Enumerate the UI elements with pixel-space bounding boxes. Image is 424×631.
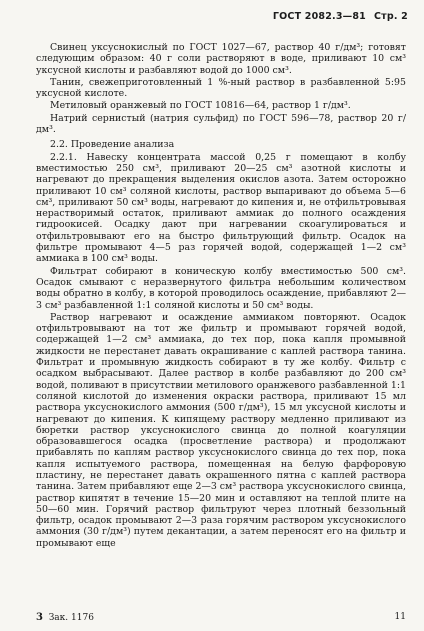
paragraph-reagent-tannin: Танин, свежеприготовленный 1 %-ный раствор в разбавленной 5:95 уксусной кислоте. xyxy=(36,76,406,100)
page-number: 11 xyxy=(394,612,406,622)
section-heading: 2.2. Проведение анализа xyxy=(50,139,175,151)
page-footer xyxy=(36,612,406,623)
paragraph-precipitation: Раствор нагревают и осаждение аммиаком повторяют. Осадок отфильтровывают на тот же фильтр и промывают горячей водой, содержащей 1—2 см³ аммиака, до тех пор, пока капля промывной жидкости не перестанет давать окрашивание с каплей раствора танина. Фильтрат и промывную жидкость собирают в ту же колбу. Фильтр с осадком выбрасывают. Далее раствор в колбе разбавляют до 200 см³ водой, поливают в присутствии метилового оранжевого разбавленной 1:1 соляной кислотой до изменения окраски раствора, приливают 15 мл раствора уксуснокислого аммония (500 г/дм³), 15 мл уксусной кислоты и нагревают до кипения. К кипящему раствору медленно приливают из бюретки раствор уксуснокислого свинца до полной коагуляции образовавшегося осадка (просветление раствора) и продолжают прибавлять по каплям раствор уксуснокислого свинца до тех пор, пока капля испытуемого раствора, помещенная на белую фарфоровую пластину, не перестанет давать окрашенного пятна с каплей раствора танина. Затем прибавляют еще 2—3 см³ раствора уксуснокислого свинца, раствор кипятят в течение 15—20 мин и оставляют на теплой плите на 50—60 мин. Горячий раствор фильтруют через плотный беззольный фильтр, осадок промывают 2—3 раза горячим раствором уксуснокислого аммония (30 г/дм³) путем декантации, а затем переносят его на фильтр и промывают еще xyxy=(36,311,406,549)
document-body xyxy=(36,42,406,550)
gost-code: ГОСТ 2082.3—81 xyxy=(272,11,366,22)
paragraph-reagent-methyl-orange: Метиловый оранжевый по ГОСТ 10816—64, раствор 1 г/дм³. xyxy=(50,100,351,112)
footer-order-note: Зак. 1176 xyxy=(48,613,94,623)
paragraph-step-2-2-1: 2.2.1. Навеску концентрата массой 0,25 г помещают в колбу вместимостью 250 см³, приливают 20—25 см³ азотной кислоты и нагревают до прекращения выделения окислов азота. Затем осторожно приливают 10 см³ соляной кислоты, раствор выпаривают до объема 5—6 см³, приливают 50 см³ воды, нагревают до кипения и, не отфильтровывая нерастворимый остаток, приливают аммиак до полного осаждения гидроокисей. Осадку дают при нагревании скоагулироваться и отфильтровывают его на быстро фильтрующий фильтр. Осадок на фильтре промывают 4—5 раз горячей водой, содержащей 1—2 см³ аммиака в 100 см³ воды. xyxy=(36,151,406,265)
paragraph-reagent-lead-acetate: Свинец уксуснокислый по ГОСТ 1027—67, раствор 40 г/дм³; готовят следующим образом: 40 г соли растворяют в воде, приливают 10 см³ уксусной кислоты и разбавляют водой до 1000 см³. xyxy=(36,42,406,76)
page-header xyxy=(273,11,408,22)
paragraph-filtrate: Фильтрат собирают в коническую колбу вместимостью 500 см³. Осадок смывают с неразвернутого фильтра небольшим количеством воды обратно в колбу, в которой проводилось осаждение, прибавляют 2—3 см³ разбавленной 1:1 соляной кислоты и 50 см³ воды. xyxy=(36,265,406,311)
paragraph-reagent-sodium-sulfide: Натрий сернистый (натрия сульфид) по ГОСТ 596—78, раствор 20 г/дм³. xyxy=(36,112,406,136)
page-label: Стр. 2 xyxy=(373,11,408,22)
footer-left-number: 3 xyxy=(36,612,43,623)
footer-left xyxy=(36,612,94,623)
